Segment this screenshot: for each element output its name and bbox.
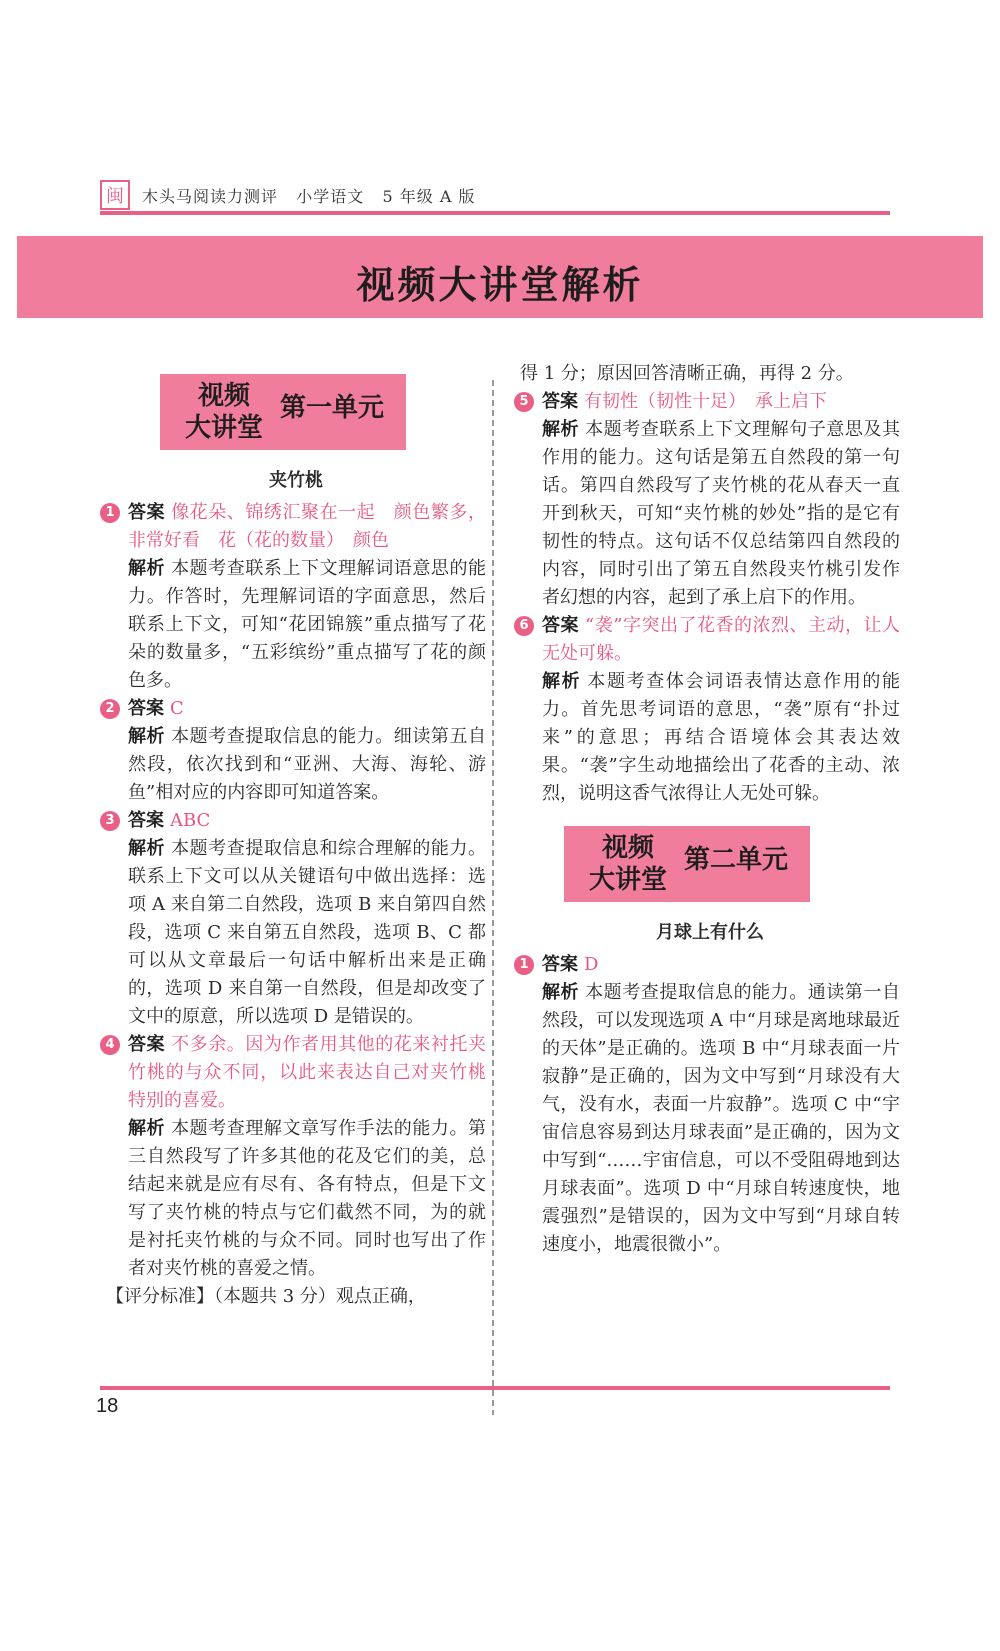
- title-banner: [17, 236, 983, 318]
- answer-label: 答案: [542, 391, 578, 412]
- analysis-text: 本题考查提取信息和综合理解的能力。联系上下文可以从关键语句中做出选择：选项 A 来自第二自然段，选项 B 来自第四自然段，选项 C 来自第五自然段，选项 B、C 都可以从文章最后一句话中解析出来是正确的，选项 D 来自第一自然段，但是却改变了文中的原意，所以选项 D 是错误的。: [128, 838, 487, 1027]
- publisher-logo: 闽: [100, 180, 130, 210]
- unit-badge-label: 视频 大讲堂: [588, 833, 667, 895]
- answer-item: [106, 695, 486, 807]
- unit-badge-2: [564, 826, 810, 902]
- analysis-label: 解析: [128, 838, 166, 859]
- question-number-badge: 6: [514, 616, 534, 636]
- analysis-text: 本题考查联系上下文理解词语意思的能力。作答时，先理解词语的字面意思，然后联系上下文，可知“花团锦簇”重点描写了花朵的数量多，“五彩缤纷”重点描写了花的颜色多。: [128, 558, 487, 691]
- analysis-label: 解析: [542, 419, 580, 440]
- column-divider: [492, 380, 494, 1415]
- analysis-label: 解析: [542, 982, 580, 1003]
- answer-label: 答案: [128, 502, 166, 523]
- analysis-label: 解析: [542, 671, 582, 692]
- unit-badge-unit: 第一单元: [280, 393, 385, 423]
- question-number-badge: 1: [514, 955, 534, 975]
- answer-label: 答案: [128, 810, 164, 831]
- unit-badge-1: [160, 374, 406, 450]
- unit-badge-unit: 第二单元: [684, 845, 789, 875]
- footer-rule: [100, 1386, 890, 1390]
- question-number-badge: 5: [514, 392, 534, 412]
- answer-item: [106, 807, 486, 1031]
- right-column: [520, 360, 900, 1259]
- scoring-criteria: 【评分标准】（本题共 3 分）观点正确，: [106, 1286, 426, 1307]
- answer-text: “袭”字突出了花香的浓烈、主动，让人无处可躲。: [542, 615, 901, 664]
- question-number-badge: 2: [100, 699, 120, 719]
- analysis-label: 解析: [128, 726, 166, 747]
- section-title: 月球上有什么: [656, 922, 764, 943]
- answer-text: 有韧性（韧性十足） 承上启下: [584, 391, 827, 412]
- answer-label: 答案: [128, 1034, 166, 1055]
- answer-text: 像花朵、锦绣汇聚在一起 颜色繁多，非常好看 花（花的数量） 颜色: [128, 502, 487, 551]
- unit-badge-label: 视频 大讲堂: [184, 381, 263, 443]
- answer-label: 答案: [542, 615, 580, 636]
- header-text: 木头马阅读力测评 小学语文 5 年级 A 版: [142, 187, 476, 206]
- analysis-text: 本题考查联系上下文理解句子意思及其作用的能力。这句话是第五自然段的第一句话。第四自然段写了夹竹桃的花从春天一直开到秋天，可知“夹竹桃的妙处”指的是它有韧性的特点。这句话不仅总结第四自然段的内容，同时引出了第五自然段夹竹桃引发作者幻想的内容，起到了承上启下的作用。: [542, 419, 901, 608]
- answer-text: C: [170, 698, 184, 719]
- answer-label: 答案: [542, 954, 578, 975]
- answer-label: 答案: [128, 698, 164, 719]
- analysis-label: 解析: [128, 1118, 166, 1139]
- question-number-badge: 1: [100, 503, 120, 523]
- page-number: 18: [96, 1395, 119, 1417]
- analysis-text: 本题考查提取信息的能力。通读第一自然段，可以发现选项 A 中“月球是离地球最近的天体”是正确的。选项 B 中“月球表面一片寂静”是正确的，因为文中写到“月球没有大气，没有水，表面一片寂静”。选项 C 中“宇宙信息容易到达月球表面”是正确的，因为文中写到“……宇宙信息，可以不受阻碍地到达月球表面”。选项 D 中“月球自转速度快，地震强烈”是错误的，因为文中写到“月球自转速度小，地震很微小”。: [542, 982, 901, 1255]
- analysis-text: 本题考查体会词语表情达意作用的能力。首先思考词语的意思，“袭”原有“扑过来”的意思；再结合语境体会其表达效果。“袭”字生动地描绘出了花香的主动、浓烈，说明这香气浓得让人无处可躲。: [542, 671, 901, 804]
- analysis-label: 解析: [128, 558, 166, 579]
- header-rule: [100, 211, 890, 215]
- question-number-badge: 3: [100, 811, 120, 831]
- answer-item: [106, 1031, 486, 1283]
- answer-text: 不多余。因为作者用其他的花来衬托夹竹桃的与众不同，以此来表达自己对夹竹桃特别的喜爱。: [128, 1034, 487, 1111]
- answer-item: [520, 951, 900, 1259]
- answer-item: [520, 388, 900, 612]
- question-number-badge: 4: [100, 1035, 120, 1055]
- answer-text: D: [584, 954, 599, 975]
- section-title: 夹竹桃: [269, 470, 323, 491]
- scoring-criteria-continued: 得 1 分；原因回答清晰正确，再得 2 分。: [520, 363, 854, 384]
- page-title: 视频大讲堂解析: [356, 263, 644, 307]
- analysis-text: 本题考查提取信息的能力。细读第五自然段，依次找到和“亚洲、大海、海轮、游鱼”相对应的内容即可知道答案。: [128, 726, 487, 803]
- left-column: [106, 360, 486, 1311]
- analysis-text: 本题考查理解文章写作手法的能力。第三自然段写了许多其他的花及它们的美，总结起来就是应有尽有、各有特点，但是下文写了夹竹桃的特点与它们截然不同，为的就是衬托夹竹桃的与众不同。同时也写出了作者对夹竹桃的喜爱之情。: [128, 1118, 487, 1279]
- answer-item: [520, 612, 900, 808]
- answer-text: ABC: [170, 810, 211, 831]
- answer-item: [106, 499, 486, 695]
